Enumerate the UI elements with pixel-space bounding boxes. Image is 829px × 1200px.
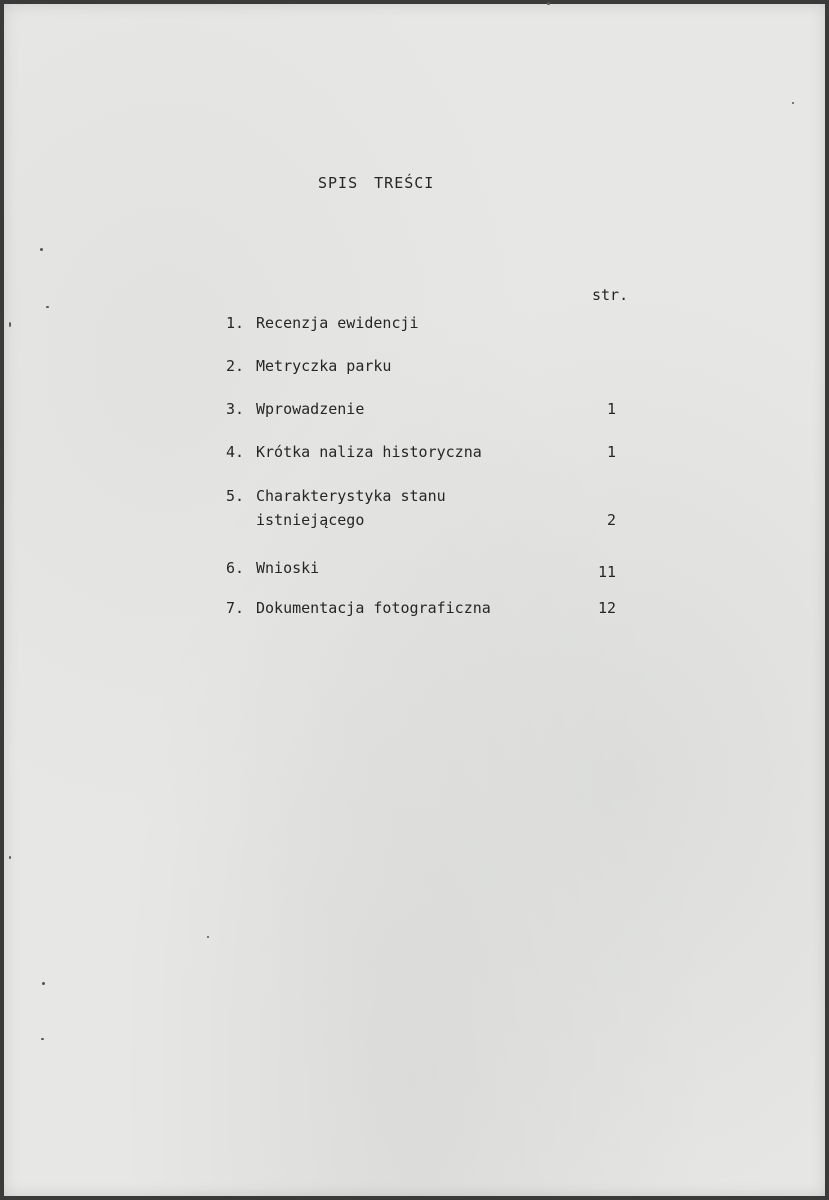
toc-entry-text: Recenzja ewidencji bbox=[256, 314, 419, 332]
scan-speck bbox=[547, 2, 550, 5]
toc-entry-page: 12 bbox=[597, 599, 616, 617]
scan-speck bbox=[792, 102, 794, 104]
toc-entry-text: Wnioski bbox=[256, 559, 320, 577]
scan-speck bbox=[40, 248, 43, 251]
scan-speck bbox=[9, 322, 11, 327]
scan-speck bbox=[46, 306, 49, 308]
toc-entry-text: Metryczka parku bbox=[256, 357, 392, 375]
toc-entry-number: 3. bbox=[226, 400, 245, 418]
toc-entry-text: Wprowadzenie bbox=[256, 400, 365, 418]
page-column-label: str. bbox=[592, 286, 629, 304]
scan-speck bbox=[41, 1038, 44, 1040]
toc-entry-number: 4. bbox=[226, 443, 245, 461]
scan-speck bbox=[207, 936, 209, 938]
toc-entry-page: 2 bbox=[606, 511, 616, 529]
toc-entry-number: 5. bbox=[226, 487, 245, 505]
toc-entry-number: 2. bbox=[226, 357, 245, 375]
toc-entry-number: 6. bbox=[226, 559, 245, 577]
toc-entry-page: 1 bbox=[606, 400, 616, 418]
toc-entry-text: Charakterystyka stanu bbox=[256, 487, 446, 505]
scan-speck bbox=[9, 856, 11, 859]
toc-entry-number: 7. bbox=[226, 599, 245, 617]
toc-entry-text-continued: istniejącego bbox=[256, 511, 365, 529]
toc-entry-text: Dokumentacja fotograficzna bbox=[256, 599, 491, 617]
toc-entry-text: Krótka naliza historyczna bbox=[256, 443, 482, 461]
toc-entry-number: 1. bbox=[226, 314, 245, 332]
toc-entry-page: 11 bbox=[597, 563, 616, 581]
page-title: SPIS TREŚCI bbox=[318, 174, 435, 192]
toc-entry-page: 1 bbox=[606, 443, 616, 461]
scan-speck bbox=[42, 982, 45, 985]
